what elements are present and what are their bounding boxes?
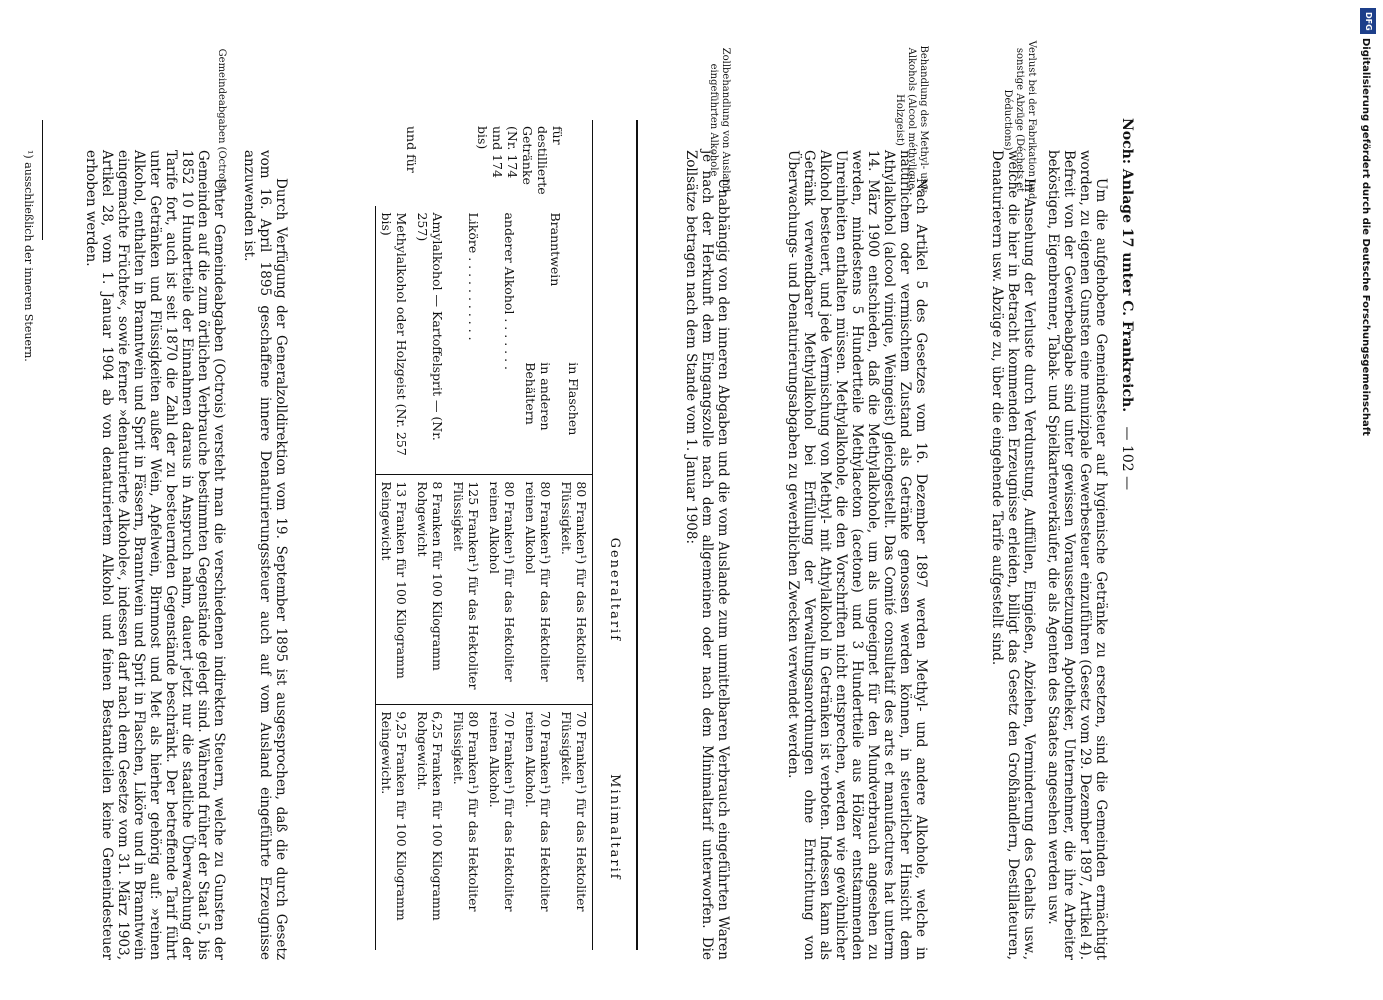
tariff-header-empty (593, 120, 638, 475)
minimal-rate: 9,25 Franken für 100 Kilogramm Reingewicht. (376, 705, 413, 950)
header-title: Noch: Anlage 17 unter C. Frankreich. (1119, 118, 1135, 413)
tariff-table (375, 120, 638, 950)
tariff-header-row (593, 120, 638, 950)
row-label: in anderen Behältern (523, 362, 553, 431)
general-rate: 80 Franken¹) für das Hektoliter Flüssigkeit. (556, 475, 593, 705)
page-header (1119, 118, 1135, 928)
dfg-logo: DFG (1360, 8, 1376, 34)
general-rate: 80 Franken¹) für das Hektoliter reinen Alkohol (520, 475, 556, 705)
table-row (556, 120, 593, 950)
page-number: — 102 — (1119, 426, 1135, 491)
footnote-rule (42, 120, 43, 240)
table-row (484, 120, 520, 950)
margin-note-gemeindeabgaben: Gemeindeabgaben (Octrois) (216, 48, 227, 192)
row-label: Amylalkohol — Kartoffelsprit — (Nr. 257) (415, 212, 445, 441)
paragraph-octrois: Unter Gemeindeabgaben (Octrois) versteht man die verschiedenen indirekten Steuern, welche zu Gunsten der Gemeinden auf die zum örtlichen Verbrauche bestimmten Gegenstände gelegt sind. Während früher der Staat 5, bis 1852 10 Hundertteile der Einnahmen daraus in Anspruch nahm, dauert jetzt nur die staatliche Überwachung der Tarife fort, auch ist seit 1870 die Zahl der zu besteuernden Gegenstände beschränkt. Der betreffende Tarif führt unter Getränken und Flüssigkeiten außer Wein, Apfelwein, Birnmost und Met als hierher gehörig auf: »reinen Alkohol, enthalten in Branntwein und Sprit in Fässern, Branntwein und Sprit in Flaschen, Liköre und in Branntwein eingemachte Früchte«, sowie ferner »denaturierte Alkohole«, indessen darf nach dem Gesetze vom 31. März 1903, Artikel 28, vom 1. Januar 1904 ab von denaturiertem Alkohol und feinen Bestandteilen keine Gemeindesteuer erhoben werden. (83, 150, 227, 960)
row-label: Liköre . . . . . . . . . . . (466, 212, 481, 341)
margin-note-verlust: Verlust bei der Fabrikation und sonstige Abzüge (Déchets et Déductions) (1002, 40, 1037, 200)
table-row (376, 120, 413, 950)
general-rate: 8 Franken für 100 Kilogramm Rohgewicht (412, 475, 448, 705)
minimal-rate: 70 Franken¹) für das Hektoliter reinen Alkohol. (520, 705, 556, 950)
row-label: in Flaschen (566, 362, 582, 436)
minimal-rate: 70 Franken¹) für das Hektoliter Flüssigkeit. (556, 705, 593, 950)
paragraph-denaturierung: Durch Verfügung der Generalzolldirektion vom 19. September 1895 ist ausgesprochen, daß die durch Gesetz vom 16. April 1895 geschaffene innere Denaturierungssteuer auch auf vom Ausland eingeführte Erzeugnisse anzuwenden ist. (241, 150, 289, 960)
minimal-rate: 6,25 Franken für 100 Kilogramm Rohgewicht. (412, 705, 448, 950)
header-generaltarif: Generaltarif (593, 475, 638, 705)
row-label: Methylalkohol oder Holzgeist (Nr. 257 bis) (376, 206, 413, 474)
group-branntwein: Branntwein (548, 212, 564, 287)
margin-note-zollbehandlung: Zollbehandlung von Ausland eingeführten Alkohole (708, 47, 731, 193)
paragraph-gemeindesteuer: Um die aufgehobene Gemeindesteuer auf hygienische Getränke zu ersetzen, sind die Gemeinden ermächtigt worden, zu eigenen Gunsten eine munizipale Gewerbesteuer einzuführen (Gesetz vom 29. Dezember 1897, Artikel 4). Befreit von der Gewerbeabgabe sind unter gewissen Voraussetzungen Apotheker, Unternehmer, die ihre Arbeiter beköstigen, Eigenbrenner, Tabak- und Spielkartenverkäufer, die als Agenten des Staates angesehen werden usw. (1045, 150, 1109, 960)
paragraph-verluste: In Ansehung der Verluste durch Verdunstung, Auffüllen, Eingießen, Abziehen, Verminderung des Gehalts usw., welche die hier in Betracht kommenden Erzeugnisse erleiden, billigt das Gesetz den Großhändlern, Destillateuren, Denaturierern usw. Abzüge zu, über die eingehende Tarife aufgestellt sind. (989, 150, 1037, 960)
minimal-rate: 70 Franken¹) für das Hektoliter reinen Alkohol. (484, 705, 520, 950)
table-row (448, 120, 484, 950)
group-und-fuer: und für (404, 126, 420, 173)
row-label: anderer Alkohol . . . . . . . (502, 212, 517, 371)
margin-note-methylalkohol: Behandlung des Methyl- usw. Alkohols (Alcool méthylique. Holzgeist) (894, 45, 929, 195)
footnote: ¹) ausschließlich der inneren Steuern. (22, 150, 35, 362)
credit-text: Digitalisierung gefördert durch die Deutsche Forschungsgemeinschaft (1360, 38, 1371, 436)
group-destillierte-getraenke: für destillierte Getränke (Nr. 174 und 174 bis) (475, 126, 565, 195)
digitization-credit (1358, 8, 1378, 998)
general-rate: 13 Franken für 100 Kilogramm Reingewicht (376, 475, 413, 705)
table-row (412, 120, 448, 950)
general-rate: 80 Franken¹) für das Hektoliter reinen Alkohol (484, 475, 520, 705)
paragraph-zollsaetze: Unabhängig von den inneren Abgaben und die vom Auslande zum unmittelbaren Verbrauch eingeführten Waren je nach der Herkunft dem Eingangszolle nach dem allgemeinen oder nach dem Minimaltarif unterworfen. Die Zollsätze betragen nach dem Stande vom 1. Januar 1908: (683, 150, 731, 960)
header-minimaltarif: Minimaltarif (593, 705, 638, 950)
minimal-rate: 80 Franken¹) für das Hektoliter Flüssigkeit. (448, 705, 484, 950)
paragraph-methylalkohol: Nach Artikel 5 des Gesetzes vom 16. Dezember 1897 werden Methyl- und andere Alkohole, welche in natürlichem oder vermischtem Zustand als Getränke genossen werden können, in steuerlicher Hinsicht dem Athylalkohol (alcool vinique, Weingeist) gleichgestellt. Das Comité consultatif des arts et manufactures hat unterm 14. März 1900 entschieden, daß die Methylalkohole, um als ungeeignet für den Mundverbrauch angesehen zu werden, mindestens 5 Hundertteile Methylaceton (acetone) und 3 Hundertteile aus Hölzer entstammenden Unreinheiten enthalten müssen. Methylalkohole, die den Vorschriften nicht entsprechen, werden wie gewöhnlicher Alkohol besteuert, und jede Vermischung von Methyl- mit Athylalkohol in Getränken ist verboten. Indessen kann als Getränk verwendbarer Methylalkohol bei Erfüllung der Verwaltungsanordnungen ohne Entrichtung von Überwachungs- und Denaturierungsabgaben zu gewerblichen Zwecken verwendet werden. (785, 150, 929, 960)
general-rate: 125 Franken¹) für das Hektoliter Flüssigkeit (448, 475, 484, 705)
